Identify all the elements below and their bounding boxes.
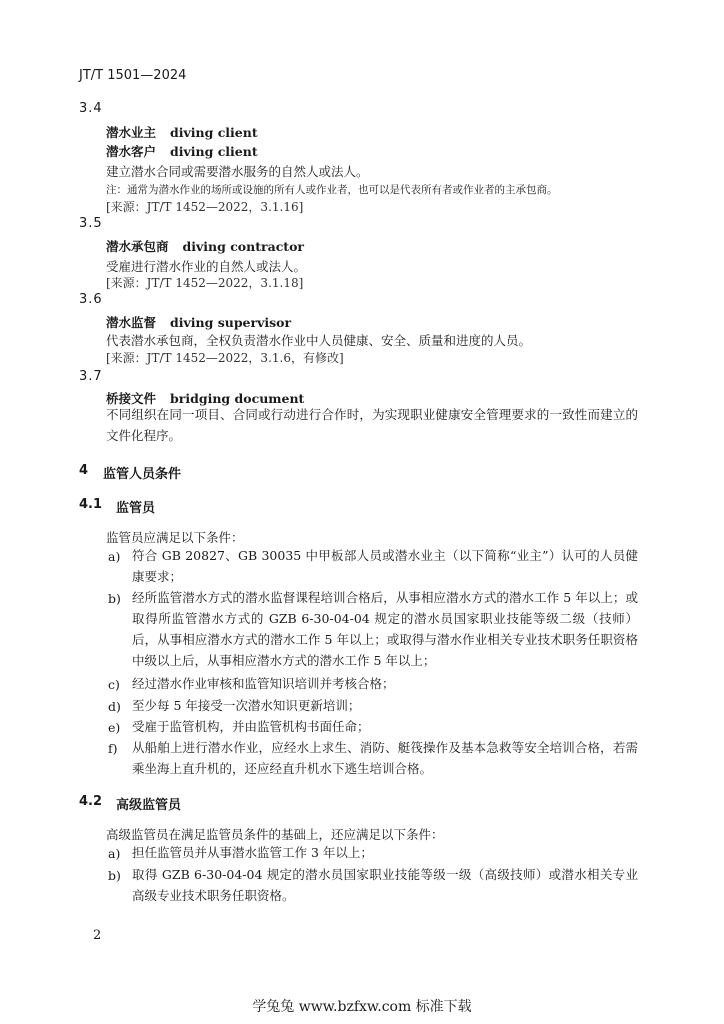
section-number-4: 4: [79, 463, 89, 478]
source-3-6: [来源：JT/T 1452—2022，3.1.6，有修改]: [106, 351, 344, 365]
list-item-label: b): [108, 868, 121, 883]
term-zh: 桥接文件: [106, 391, 157, 406]
list-item-text: 取得 GZB 6-30-04-04 规定的潜水员国家职业技能等级一级（高级技师）或潜水相关专业高级专业技术职务任职资格。: [132, 867, 638, 903]
clause-number-3-4: 3.4: [79, 101, 103, 116]
list-item-label: f): [108, 741, 118, 756]
intro-4-2: 高级监管员在满足监管员条件的基础上，还应满足以下条件：: [106, 827, 444, 842]
term-en: diving contractor: [182, 239, 304, 254]
list-item-text: 担任监管员并从事潜水监管工作 3 年以上；: [132, 845, 373, 860]
document-header: JT/T 1501—2024: [79, 68, 187, 83]
list-item-label: b): [108, 591, 121, 606]
list-item-label: a): [108, 846, 121, 861]
section-title-4-1: 监管员: [116, 501, 156, 516]
page-number: 2: [93, 928, 102, 943]
section-number-4-2: 4.2: [79, 794, 103, 809]
list-item-label: d): [108, 699, 121, 714]
footer-watermark[interactable]: 学兔兔 www.bzfxw.com 标准下载: [252, 999, 472, 1015]
list-item-text: 经过潜水作业审核和监管知识培训并考核合格；: [132, 676, 395, 691]
source-3-5: [来源：JT/T 1452—2022，3.1.18]: [106, 276, 304, 290]
term-zh: 潜水监督: [106, 315, 157, 330]
term-en: diving client: [170, 144, 258, 159]
term-3-5: [106, 237, 304, 255]
section-number-4-1: 4.1: [79, 497, 103, 512]
term-3-6: [106, 313, 291, 331]
section-title-4-2: 高级监管员: [116, 798, 182, 813]
note-3-4: 注：通常为潜水作业的场所或设施的所有人或作业者，也可以是代表所有者或作业者的主承包商。: [106, 184, 558, 196]
intro-4-1: 监管员应满足以下条件：: [106, 530, 244, 545]
list-item-label: a): [108, 549, 121, 564]
list-item-label: e): [108, 720, 121, 735]
term-zh: 潜水业主: [106, 125, 157, 140]
term-zh: 潜水客户: [106, 144, 157, 159]
source-3-4: [来源：JT/T 1452—2022，3.1.16]: [106, 200, 304, 214]
term-3-4-primary: [106, 123, 258, 141]
definition-3-4: 建立潜水合同或需要潜水服务的自然人或法人。: [106, 164, 369, 179]
list-item-text: 至少每 5 年接受一次潜水知识更新培训；: [132, 698, 361, 713]
clause-number-3-7: 3.7: [79, 369, 103, 384]
definition-3-6: 代表潜水承包商，全权负责潜水作业中人员健康、安全、质量和进度的人员。: [106, 333, 532, 348]
clause-number-3-6: 3.6: [79, 292, 103, 307]
list-item-text: 符合 GB 20827、GB 30035 中甲板部人员或潜水业主（以下简称“业主”）认可的人员健康要求；: [132, 548, 638, 584]
term-en: diving supervisor: [170, 315, 292, 330]
definition-3-7: 不同组织在同一项目、合同或行动进行合作时，为实现职业健康安全管理要求的一致性而建立的文件化程序。: [106, 407, 638, 443]
list-item-label: c): [108, 677, 120, 692]
term-en: bridging document: [170, 391, 305, 406]
term-3-4-alternate: [106, 142, 258, 160]
term-zh: 潜水承包商: [106, 239, 169, 254]
clause-number-3-5: 3.5: [79, 216, 103, 231]
list-item-text: 从船舶上进行潜水作业，应经水上求生、消防、艇筏操作及基本急救等安全培训合格，若需乘坐海上直升机的，还应经直升机水下逃生培训合格。: [132, 740, 638, 776]
term-en: diving client: [170, 125, 258, 140]
list-item-text: 受雇于监管机构，并由监管机构书面任命；: [132, 719, 370, 734]
section-title-4: 监管人员条件: [103, 467, 182, 482]
definition-3-5: 受雇进行潜水作业的自然人或法人。: [106, 259, 307, 274]
list-item-text: 经所监管潜水方式的潜水监督课程培训合格后，从事相应潜水方式的潜水工作 5 年以上；或取得所监管潜水方式的 GZB 6-30-04-04 规定的潜水员国家职业技能等级二级（技师）后，从事相应潜水方式的潜水工作 5 年以上；或取得与潜水作业相关专业技术职务任职资格中级以上后，从事相应潜水方式的潜水工作 5 年以上；: [132, 590, 638, 668]
